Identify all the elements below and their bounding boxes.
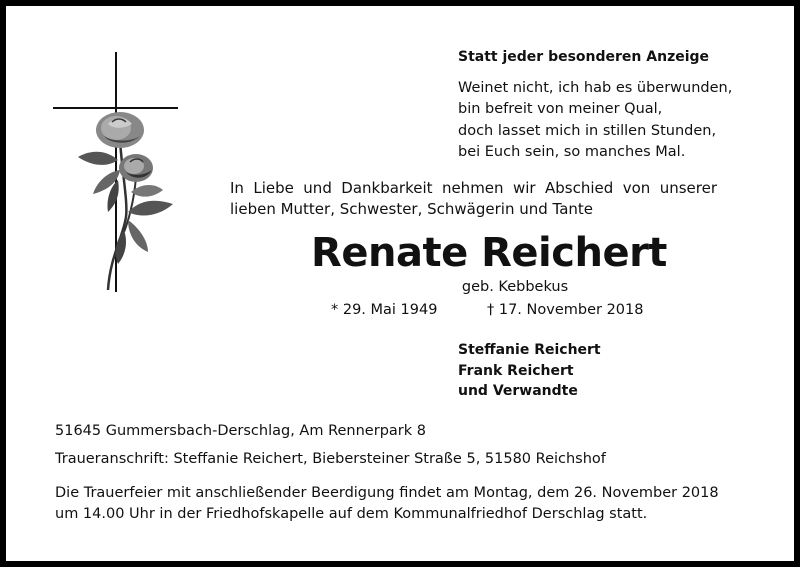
birth-date: * 29. Mai 1949 <box>331 302 438 318</box>
funeral-line: um 14.00 Uhr in der Friedhofskapelle auf dem Kommunalfriedhof Derschlag statt. <box>55 506 648 522</box>
poem-line: doch lasset mich in stillen Stunden, <box>458 122 717 139</box>
funeral-line: Die Trauerfeier mit anschließender Beerdigung findet am Montag, dem 26. November 2018 <box>55 485 719 501</box>
intro-text: In Liebe und Dankbarkeit nehmen wir Abschied von unserer lieben Mutter, Schwester, Schwägerin und Tante <box>230 179 717 218</box>
poem-line: bei Euch sein, so manches Mal. <box>458 143 686 160</box>
death-date: † 17. November 2018 <box>487 302 644 318</box>
poem-line: bin befreit von meiner Qual, <box>458 101 663 118</box>
poem <box>458 78 732 163</box>
mourner: Steffanie Reichert <box>458 342 601 358</box>
notice-header: Statt jeder besonderen Anzeige <box>458 49 710 65</box>
funeral-info <box>55 483 725 525</box>
residence-address: 51645 Gummersbach-Derschlag, Am Rennerpark 8 <box>55 423 426 439</box>
mourner: Frank Reichert <box>458 362 574 379</box>
mourners <box>458 340 601 402</box>
mourner: und Verwandte <box>458 383 578 399</box>
mourning-address: Traueranschrift: Steffanie Reichert, Biebersteiner Straße 5, 51580 Reichshof <box>55 451 606 467</box>
cross-with-roses-icon <box>48 52 188 297</box>
maiden-name: geb. Kebbekus <box>461 279 569 295</box>
poem-line: Weinet nicht, ich hab es überwunden, <box>458 80 733 96</box>
deceased-name: Renate Reichert <box>311 230 667 276</box>
